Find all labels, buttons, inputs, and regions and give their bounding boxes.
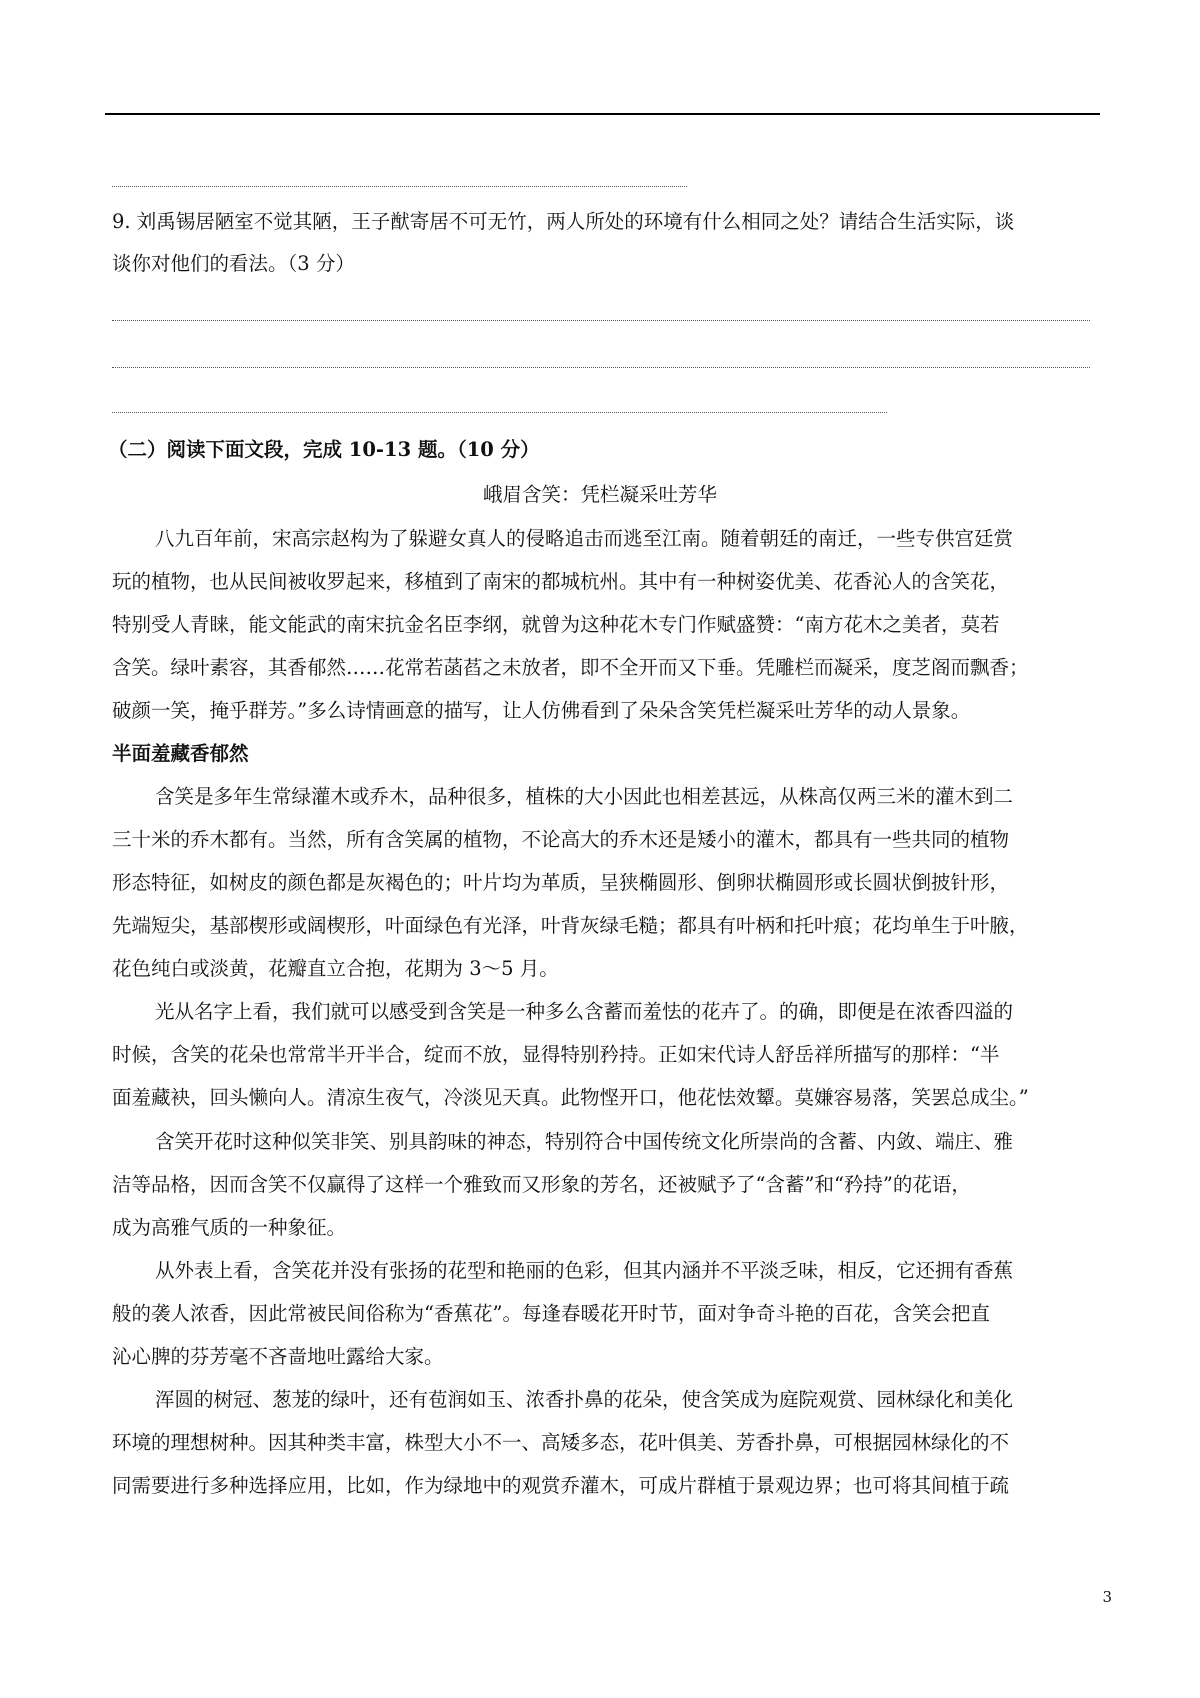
paragraph-line: 形态特征，如树皮的颜色都是灰褐色的；叶片均为革质，呈狭椭圆形、倒卵状椭圆形或长圆状倒披针形， xyxy=(112,871,1010,894)
paragraph-line: 含笑是多年生常绿灌木或乔木，品种很多，植株的大小因此也相差甚远，从株高仅两三米的灌木到二 xyxy=(155,785,1014,808)
paragraph-line: 同需要进行多种选择应用，比如，作为绿地中的观赏乔灌木，可成片群植于景观边界；也可将其间植于疏 xyxy=(112,1474,1010,1497)
page-number: 3 xyxy=(1102,1588,1112,1606)
paragraph-line: 成为高雅气质的一种象征。 xyxy=(112,1216,347,1239)
paragraph-line: 时候，含笑的花朵也常常半开半合，绽而不放，显得特别矜持。正如宋代诗人舒岳祥所描写的那样：“半 xyxy=(112,1043,1000,1066)
question-9-line-2: 谈你对他们的看法。（3 分） xyxy=(112,252,355,275)
paragraph-line: 三十米的乔木都有。当然，所有含笑属的植物，不论高大的乔木还是矮小的灌木，都具有一些共同的植物 xyxy=(112,828,1010,851)
paragraph-line: 含笑。绿叶素容，其香郁然……花常若菡萏之未放者，即不全开而又下垂。凭雕栏而凝采，度芝阁而飘香； xyxy=(112,656,1029,679)
paragraph-line: 面羞藏袂，回头懒向人。清凉生夜气，冷淡见天真。此物悭开口，他花怯效颦。莫嫌容易落，笑罢总成尘。” xyxy=(112,1086,1029,1109)
answer-line xyxy=(112,320,1090,321)
answer-line xyxy=(112,412,887,413)
section-heading: （二）阅读下面文段，完成 10-13 题。（10 分） xyxy=(108,438,540,461)
header-rule xyxy=(105,113,1100,115)
paragraph-line: 特别受人青睐，能文能武的南宋抗金名臣李纲，就曾为这种花木专门作赋盛赞：“南方花木之美者，莫若 xyxy=(112,613,1000,636)
paragraph-line: 浑圆的树冠、葱茏的绿叶，还有苞润如玉、浓香扑鼻的花朵，使含笑成为庭院观赏、园林绿化和美化 xyxy=(155,1388,1014,1411)
paragraph-line: 洁等品格，因而含笑不仅赢得了这样一个雅致而又形象的芳名，还被赋予了“含蓄”和“矜持”的花语， xyxy=(112,1173,971,1196)
article-title: 峨眉含笑：凭栏凝采吐芳华 xyxy=(482,483,717,506)
answer-line xyxy=(112,367,1090,368)
paragraph-line: 破颜一笑，掩乎群芳。”多么诗情画意的描写，让人仿佛看到了朵朵含笑凭栏凝采吐芳华的动人景象。 xyxy=(112,699,971,722)
paragraph-line: 环境的理想树种。因其种类丰富，株型大小不一、高矮多态，花叶俱美、芳香扑鼻，可根据园林绿化的不 xyxy=(112,1431,1010,1454)
answer-line xyxy=(112,186,687,187)
question-9-line-1: 9. 刘禹锡居陋室不觉其陋，王子猷寄居不可无竹，两人所处的环境有什么相同之处？请结合生活实际，谈 xyxy=(112,210,1015,233)
paragraph-line: 光从名字上看，我们就可以感受到含笑是一种多么含蓄而羞怯的花卉了。的确，即便是在浓香四溢的 xyxy=(155,1000,1014,1023)
paragraph-line: 般的袭人浓香，因此常被民间俗称为“香蕉花”。每逢春暖花开时节，面对争奇斗艳的百花，含笑会把直 xyxy=(112,1302,990,1325)
paragraph-line: 花色纯白或淡黄，花瓣直立合抱，花期为 3～5 月。 xyxy=(112,957,559,980)
paragraph-line: 玩的植物，也从民间被收罗起来，移植到了南宋的都城杭州。其中有一种树姿优美、花香沁人的含笑花， xyxy=(112,570,1010,593)
paragraph-line: 先端短尖，基部楔形或阔楔形，叶面绿色有光泽，叶背灰绿毛糙；都具有叶柄和托叶痕；花均单生于叶腋， xyxy=(112,914,1029,937)
paragraph-line: 从外表上看，含笑花并没有张扬的花型和艳丽的色彩，但其内涵并不平淡乏味，相反，它还拥有香蕉 xyxy=(155,1259,1014,1282)
paragraph-line: 含笑开花时这种似笑非笑、别具韵味的神态，特别符合中国传统文化所崇尚的含蓄、内敛、端庄、雅 xyxy=(155,1130,1014,1153)
paragraph-line: 八九百年前，宋高宗赵构为了躲避女真人的侵略追击而逃至江南。随着朝廷的南迁，一些专供宫廷赏 xyxy=(155,527,1014,550)
subheading: 半面羞藏香郁然 xyxy=(112,742,249,765)
paragraph-line: 沁心脾的芬芳毫不吝啬地吐露给大家。 xyxy=(112,1345,444,1368)
